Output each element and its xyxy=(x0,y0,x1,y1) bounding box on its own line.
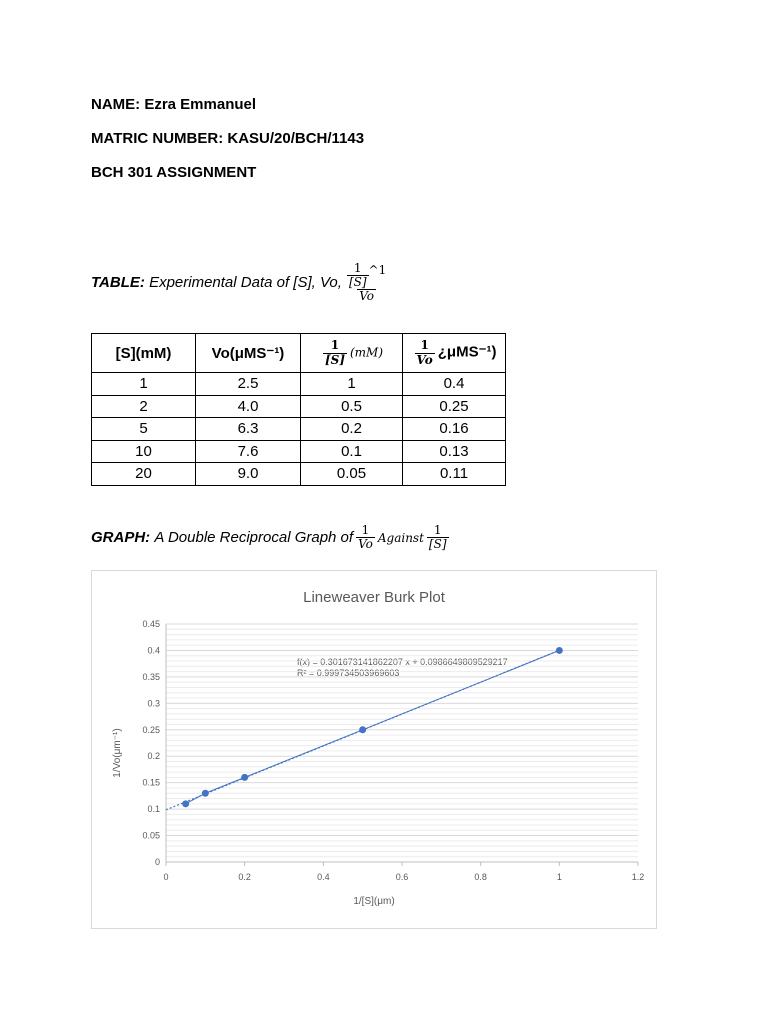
table-cell: 0.13 xyxy=(403,440,506,463)
table-cell: 9.0 xyxy=(196,463,301,486)
header-inv-vo-num: 1 xyxy=(420,338,429,353)
chart-title: Lineweaver Burk Plot xyxy=(303,589,445,606)
graph-caption xyxy=(91,524,452,551)
trendline-r2: R² = 0.999734503969603 xyxy=(297,668,400,678)
header-inv-vo-den: Vo xyxy=(416,352,433,367)
table-cell: 0.5 xyxy=(301,395,403,418)
table-cell: 0.2 xyxy=(301,418,403,441)
caption-outer-den: Vo xyxy=(359,289,374,304)
y-tick-label: 0.4 xyxy=(147,645,160,656)
table-cell: 0.05 xyxy=(301,463,403,486)
x-tick-label: 0.4 xyxy=(317,872,330,882)
table-row xyxy=(92,418,506,441)
caption-sup: ^1 xyxy=(368,263,387,277)
data-point xyxy=(241,774,248,781)
chart-container xyxy=(91,570,657,929)
graph-frac2-den: [S] xyxy=(428,537,447,552)
y-tick-label: 0.2 xyxy=(147,751,160,762)
graph-caption-frac1 xyxy=(356,524,375,551)
table-row xyxy=(92,395,506,418)
table-cell: 0.16 xyxy=(403,418,506,441)
x-tick-label: 0.6 xyxy=(395,872,409,882)
y-tick-label: 0.3 xyxy=(147,698,160,709)
x-tick-label: 1.2 xyxy=(631,872,645,882)
graph-frac1-den: Vo xyxy=(358,537,373,552)
y-tick-label: 0.45 xyxy=(142,619,160,629)
graph-caption-label: GRAPH: xyxy=(91,529,151,547)
table-cell: 10 xyxy=(92,440,196,463)
y-tick-label: 0.05 xyxy=(142,830,160,841)
header-inv-s-num: 1 xyxy=(330,338,340,353)
table-cell: 2.5 xyxy=(196,373,301,396)
data-point xyxy=(359,726,366,733)
table-caption-text: Experimental Data of [S], Vo, xyxy=(149,274,342,292)
student-name: NAME: Ezra Emmanuel xyxy=(91,96,257,113)
x-tick-label: 1 xyxy=(556,872,562,882)
x-tick-label: 0.8 xyxy=(474,872,487,882)
y-axis-label: 1/Vo(μm⁻¹) xyxy=(112,728,123,778)
y-tick-label: 0.15 xyxy=(142,777,160,788)
header-inv-s-frac xyxy=(323,339,347,366)
table-cell: 7.6 xyxy=(196,440,301,463)
trendline-equation: f(x) = 0.301673141862207 x + 0.0986649809529217 xyxy=(297,657,508,667)
graph-frac1-num: 1 xyxy=(361,523,370,537)
header-inv-s-unit: (mM) xyxy=(350,345,384,360)
table-caption-label: TABLE: xyxy=(91,274,145,292)
table-cell: 0.1 xyxy=(301,440,403,463)
y-tick-label: 0 xyxy=(154,857,160,867)
table-cell: 5 xyxy=(92,418,196,441)
data-point xyxy=(182,800,189,807)
x-tick-label: 0.2 xyxy=(238,872,251,882)
data-table xyxy=(91,333,506,486)
y-tick-label: 0.1 xyxy=(147,804,160,815)
table-row xyxy=(92,463,506,486)
table-cell: 0.11 xyxy=(403,463,506,486)
data-point xyxy=(556,647,563,654)
y-tick-label: 0.35 xyxy=(142,671,160,682)
table-caption xyxy=(91,262,391,304)
table-row xyxy=(92,373,506,396)
table-cell: 20 xyxy=(92,463,196,486)
caption-inner-den: [S] xyxy=(348,275,367,290)
table-caption-fraction xyxy=(345,262,388,304)
table-cell: 1 xyxy=(301,373,403,396)
x-tick-label: 0 xyxy=(163,872,169,882)
header-vo: Vo(μMS⁻¹) xyxy=(196,334,301,373)
header-inv-s-den: [S] xyxy=(324,352,345,367)
table-cell: 4.0 xyxy=(196,395,301,418)
matric-number: MATRIC NUMBER: KASU/20/BCH/1143 xyxy=(91,130,365,147)
table-cell: 0.25 xyxy=(403,395,506,418)
header-inv-vo-frac xyxy=(415,339,435,366)
header-s: [S](mM) xyxy=(92,334,196,373)
lineweaver-burk-chart xyxy=(92,571,656,928)
header-inv-s xyxy=(301,334,403,373)
graph-caption-text: A Double Reciprocal Graph of xyxy=(154,529,354,547)
header-inv-vo xyxy=(403,334,506,373)
graph-caption-frac2 xyxy=(427,524,449,551)
assignment-title: BCH 301 ASSIGNMENT xyxy=(91,164,257,181)
caption-inner-num: 1 xyxy=(353,261,362,275)
y-tick-label: 0.25 xyxy=(142,724,160,735)
table-cell: 0.4 xyxy=(403,373,506,396)
x-axis-label: 1/[S](μm) xyxy=(353,896,395,907)
table-row xyxy=(92,440,506,463)
graph-caption-against: Against xyxy=(377,530,424,545)
table-cell: 6.3 xyxy=(196,418,301,441)
table-cell: 1 xyxy=(92,373,196,396)
data-point xyxy=(202,790,209,797)
table-cell: 2 xyxy=(92,395,196,418)
table-header-row xyxy=(92,334,506,373)
graph-frac2-num: 1 xyxy=(433,523,442,537)
header-inv-vo-unit: ¿μMS⁻¹) xyxy=(437,343,497,361)
